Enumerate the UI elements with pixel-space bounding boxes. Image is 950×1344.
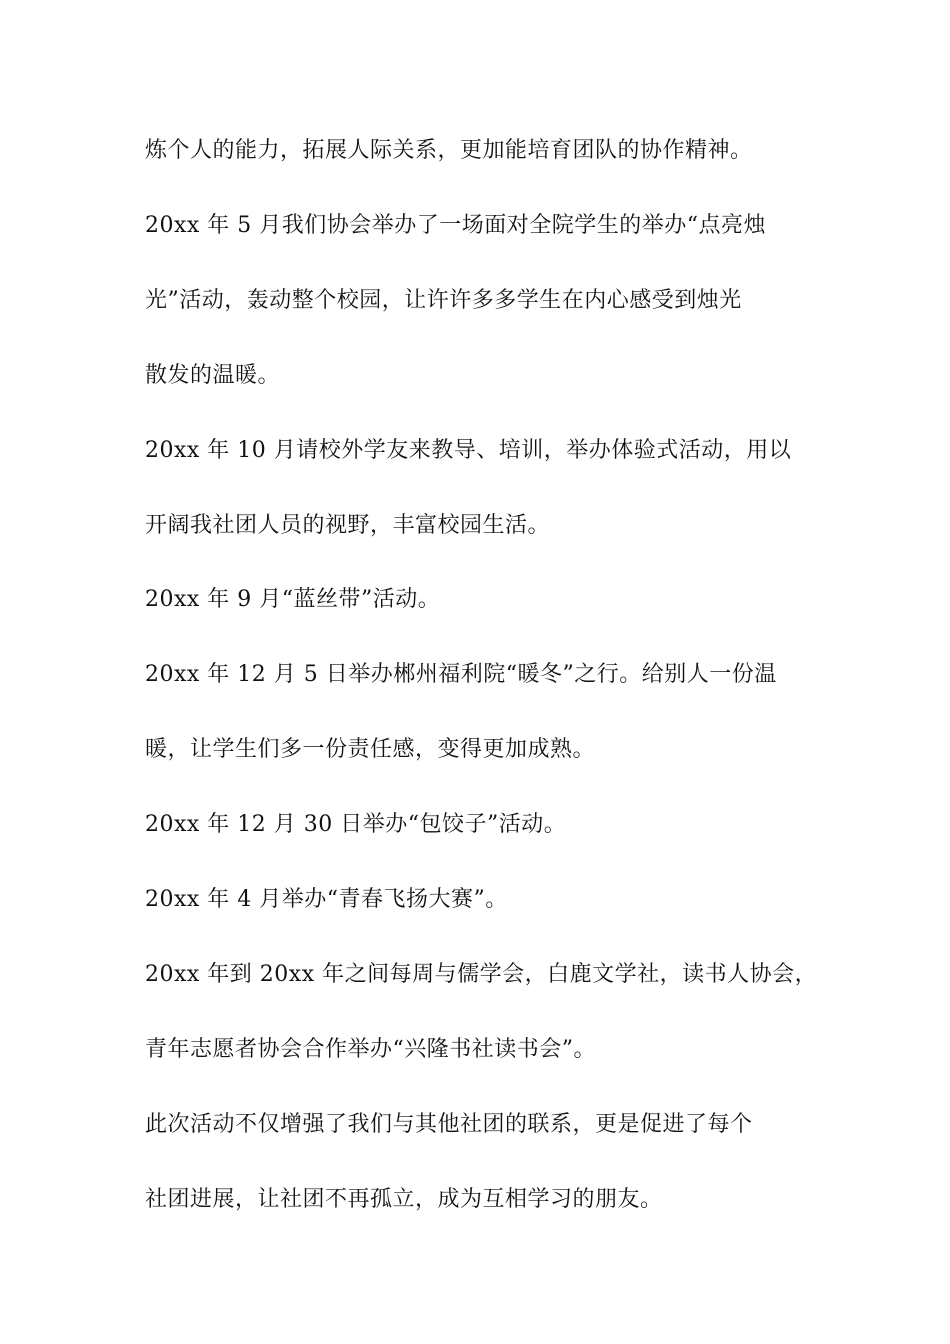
text-line: 暖，让学生们多一份责任感，变得更加成熟。 — [145, 737, 596, 762]
text-line: 20xx 年 5 月我们协会举办了一场面对全院学生的举办“点亮烛 — [145, 213, 767, 238]
text-line: 开阔我社团人员的视野，丰富校园生活。 — [145, 513, 551, 538]
text-line: 20xx 年 10 月请校外学友来教导、培训，举办体验式活动，用以 — [145, 438, 792, 463]
text-line: 20xx 年到 20xx 年之间每周与儒学会，白鹿文学社，读书人协会， — [145, 962, 818, 987]
text-line: 炼个人的能力，拓展人际关系，更加能培育团队的协作精神。 — [145, 138, 753, 163]
text-line: 此次活动不仅增强了我们与其他社团的联系，更是促进了每个 — [145, 1112, 753, 1137]
text-line: 青年志愿者协会合作举办“兴隆书社读书会”。 — [145, 1037, 596, 1062]
text-line: 光”活动，轰动整个校园，让许许多多学生在内心感受到烛光 — [145, 288, 742, 313]
text-line: 社团进展，让社团不再孤立，成为互相学习的朋友。 — [145, 1187, 663, 1212]
text-line: 20xx 年 4 月举办“青春飞扬大赛”。 — [145, 887, 508, 912]
text-line: 散发的温暖。 — [145, 363, 281, 388]
text-line: 20xx 年 9 月“蓝丝带”活动。 — [145, 587, 441, 612]
text-line: 20xx 年 12 月 5 日举办郴州福利院“暖冬”之行。给别人一份温 — [145, 662, 777, 687]
text-line: 20xx 年 12 月 30 日举办“包饺子”活动。 — [145, 812, 567, 837]
